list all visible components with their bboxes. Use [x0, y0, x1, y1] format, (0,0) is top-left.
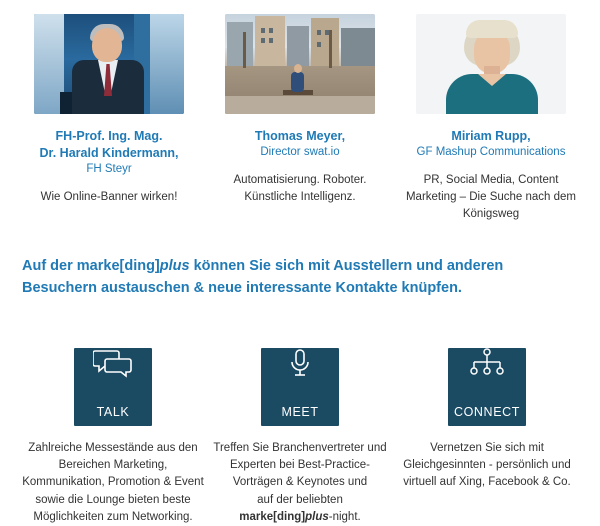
network-nodes-icon — [448, 348, 526, 378]
speaker-topic: PR, Social Media, Content Marketing – Die Suche nach dem Königsweg — [405, 174, 577, 220]
speaker-card-1 — [20, 14, 198, 206]
meet-label: MEET — [281, 404, 319, 419]
speaker-photo-miriam-rupp — [416, 14, 566, 114]
headline-plus: plus — [159, 258, 190, 275]
connect-label: CONNECT — [453, 404, 520, 419]
speaker-role: GF Mashup Communications — [416, 145, 566, 158]
meet-tile[interactable] — [261, 348, 339, 426]
speaker-topic: Automatisierung. Roboter. Künstliche Intelligenz. — [233, 174, 367, 204]
connect-tile[interactable] — [448, 348, 526, 426]
microphone-icon — [261, 348, 339, 380]
pillar-talk — [20, 336, 206, 526]
speaker-name-line1: Miriam Rupp, — [451, 129, 531, 143]
speaker-role: FH Steyr — [86, 162, 132, 175]
speaker-name — [20, 128, 198, 162]
speaker-photo-harald-kindermann — [34, 14, 184, 114]
headline-part1: Auf der marke[ding] — [22, 258, 160, 275]
headline-part2: können Sie sich mit Ausstellern und anderen Besuchern austauschen & neue interessante Kontakte knüpfen. — [22, 258, 504, 297]
speakers-row — [14, 14, 586, 222]
speech-bubbles-icon — [74, 348, 152, 378]
speaker-role: Director swat.io — [260, 145, 340, 158]
meet-text-italic: plus — [305, 510, 329, 523]
speaker-name-line2: Dr. Harald Kindermann, — [39, 145, 179, 160]
talk-text: Zahlreiche Messestände aus den Bereichen Marketing, Kommunikation, Promotion & Event sowie die Lounge bieten beste Möglichkeiten zum Networking. — [22, 441, 204, 523]
section-headline — [22, 256, 578, 300]
speaker-name-line1: Thomas Meyer, — [254, 129, 346, 143]
pillar-connect — [394, 336, 580, 526]
pillar-meet — [207, 336, 393, 526]
meet-text-part1: Treffen Sie Branchenvertreter und Experten bei Best-Practice-Vorträgen & Keynotes und — [213, 441, 387, 489]
pillars-row — [14, 336, 586, 526]
meet-text-bold: marke[ding] — [239, 510, 306, 523]
speaker-name — [211, 128, 389, 145]
talk-tile[interactable] — [74, 348, 152, 426]
meet-text-part2: auf der beliebten — [257, 493, 343, 506]
speaker-name-line1: FH-Prof. Ing. Mag. — [55, 129, 163, 143]
speaker-card-2 — [211, 14, 389, 206]
talk-label: TALK — [96, 404, 130, 419]
meet-text-part3: -night. — [328, 510, 361, 523]
speaker-name — [402, 128, 580, 145]
speaker-photo-thomas-meyer — [225, 14, 375, 114]
meet-text — [207, 440, 393, 526]
speaker-card-3 — [402, 14, 580, 222]
speaker-topic: Wie Online-Banner wirken! — [40, 191, 178, 204]
connect-text: Vernetzen Sie sich mit Gleichgesinnten - persönlich und virtuell auf Xing, Facebook & Co. — [403, 441, 571, 489]
